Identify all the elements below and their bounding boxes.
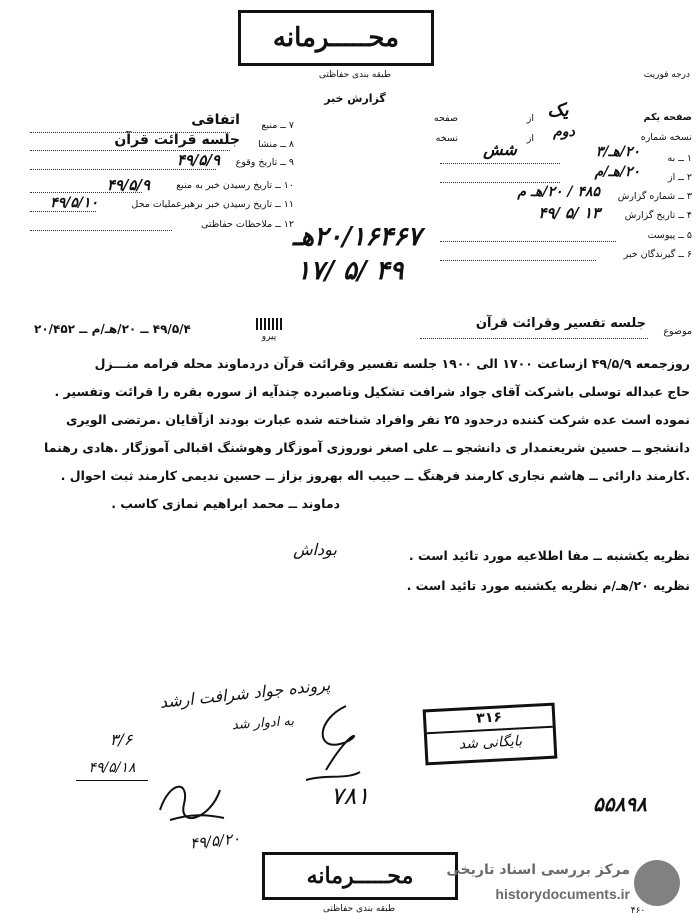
field-value: ۴۹/۵/۱۰ (50, 195, 98, 211)
body-line: دانشجو ــ حسین شریعتمدار ی دانشجو ــ علی اصغر نوروزی آموزگار وهوشنگ اقبالی آموزگار .هادی رهنما (44, 440, 690, 455)
handwritten-note-date: ۴۹/۵/۱۸ (88, 760, 136, 776)
field-label: ۴ ــ تاریخ گزارش (624, 210, 692, 221)
field-line (30, 192, 142, 193)
page-code: ۴۶۰ (630, 906, 646, 916)
field-value: ۴۸۵ / ۲۰/هـ م (517, 184, 600, 200)
field-label: ۱۲ ــ ملاحظات حفاظتی (200, 219, 294, 230)
handwritten-note-main: پرونده جواد شرافت ارشد (158, 675, 332, 712)
field-value-2: شش (483, 140, 517, 159)
field-label: ۵ ــ پیوست (647, 230, 692, 241)
field-of: از (526, 133, 534, 144)
field-of: از (526, 113, 534, 124)
field-line (440, 260, 596, 261)
subject-label: موضوع (663, 326, 692, 337)
watermark-url: historydocuments.ir (495, 886, 630, 902)
handwritten-reference-number: ۲۰/۱۶۴۶۷هـ (292, 222, 422, 252)
body-line: دماوند ــ محمد ابراهیم نمازی کاسب . (111, 496, 340, 511)
body-line: .کارمند دارائی ــ هاشم نجاری کارمند فرهنگ ــ حبیب اله بهروز بزاز ــ حسین ندیمی کارمند ثبت احوال . (60, 468, 690, 483)
signature-number: ۷۸۱ (330, 782, 370, 810)
signature-scribble-center (296, 700, 366, 790)
urgency-label: درجه فوریت (643, 70, 690, 80)
subject-line (420, 338, 648, 339)
reference-stamp-mark (256, 318, 282, 330)
archive-box-text: بایگانی شد (458, 733, 523, 753)
classification-label-bottom: طبقه بندی حفاظتی (322, 904, 396, 914)
handwritten-reference-date: ۱۷/ ۵/ ۴۹ (296, 256, 404, 286)
field-line (30, 211, 96, 212)
stamp-text: محـــــرمانه (306, 863, 414, 889)
field-suffix: صفحه (433, 113, 458, 124)
field-value: ۲۰/هـ/۳ (595, 144, 640, 160)
field-value: دوم (553, 124, 575, 140)
field-value: ۴۹/۵/۹ (176, 151, 220, 169)
stamp-text: محـــــرمانه (272, 23, 400, 53)
field-label: ۷ ــ منبع (261, 120, 294, 131)
field-label: ۲ ــ از (668, 172, 692, 183)
body-line: نموده است عده شرکت کننده درحدود ۲۵ نفر وافراد شناخته شده عبارت بودند ازآقایان .مرتضی الویری (65, 412, 690, 427)
field-value: ۴۹/ ۵/ ۱۳ (538, 204, 600, 222)
archive-box-number: ۳۱۶ (475, 709, 503, 727)
field-value: اتفاقی (191, 112, 240, 128)
watermark-logo-icon (634, 860, 680, 906)
reference-label: پیرو (261, 332, 277, 342)
field-label: ۱۱ ــ تاریخ رسیدن خبر برهبرعملیات محل (131, 199, 294, 210)
field-line (440, 163, 560, 164)
field-line (30, 169, 216, 170)
field-line (440, 241, 616, 242)
field-label: ۳ ــ شماره گزارش (617, 191, 692, 202)
body-line: روزجمعه ۴۹/۵/۹ ازساعت ۱۷۰۰ الی ۱۹۰۰ جلسه تفسیر وقرائت قرآن دردماوند محله فرامه منـــزل (94, 356, 690, 371)
subject-value: جلسه تفسیر وقرائت قرآن (475, 316, 646, 331)
field-value: یک (547, 100, 569, 121)
body-line: حاج عبداله توسلی باشرکت آقای جواد شرافت تشکیل وناصبرده چندآیه از سوره بقره را قرائت وتفسیر . (54, 384, 690, 399)
note-underline (76, 780, 148, 781)
archive-box-stamp (423, 703, 558, 766)
field-label: صفحه یکم (643, 112, 692, 123)
classification-stamp-top (238, 10, 434, 66)
classification-label-top: طبقه بندی حفاظتی (318, 70, 392, 80)
opinion-line: نظریه ۲۰/هـ/م نظریه یکشنبه مورد تائید است . (406, 578, 690, 593)
signature-date: ۴۹/۵/۲۰ (188, 829, 241, 853)
watermark-title: مرکز بررسی اسناد تاریخی (446, 862, 630, 878)
field-label: ۶ ــ گیرندگان خبر (623, 249, 692, 260)
report-title: گزارش خبر (324, 92, 386, 105)
reference-code: ۴۹/۵/۴ ــ ۲۰/هـ/م ــ ۲۰/۴۵۲ (34, 322, 191, 336)
field-line (440, 182, 560, 183)
opinion-line: نظریه یکشنبه ــ مفا اطلاعیه مورد تائید است . (408, 548, 690, 563)
field-label: ۱ ــ به (667, 153, 692, 164)
handwritten-page-number: ۵۵۸۹۸ (593, 792, 647, 816)
field-value: جلسه قرائت قرآن (114, 132, 240, 148)
opinion-handwritten: بوداش (293, 540, 337, 559)
field-label: ۸ ــ منشا (257, 139, 294, 150)
handwritten-note-small: ۳/۶ (109, 730, 133, 749)
field-value: ۴۹/۵/۹ (106, 176, 150, 194)
field-suffix: نسخه (435, 133, 458, 144)
field-line (30, 230, 172, 231)
field-label: نسخه شماره (640, 132, 692, 143)
field-value: ۲۰/هـ/م (594, 164, 640, 180)
field-label: ۱۰ ــ تاریخ رسیدن خبر به منبع (176, 180, 294, 191)
signature-scribble-left (150, 770, 230, 830)
report-body (8, 356, 690, 524)
field-label: ۹ ــ تاریخ وقوع (235, 157, 294, 168)
handwritten-note-below: به ادوار شد (231, 713, 295, 734)
